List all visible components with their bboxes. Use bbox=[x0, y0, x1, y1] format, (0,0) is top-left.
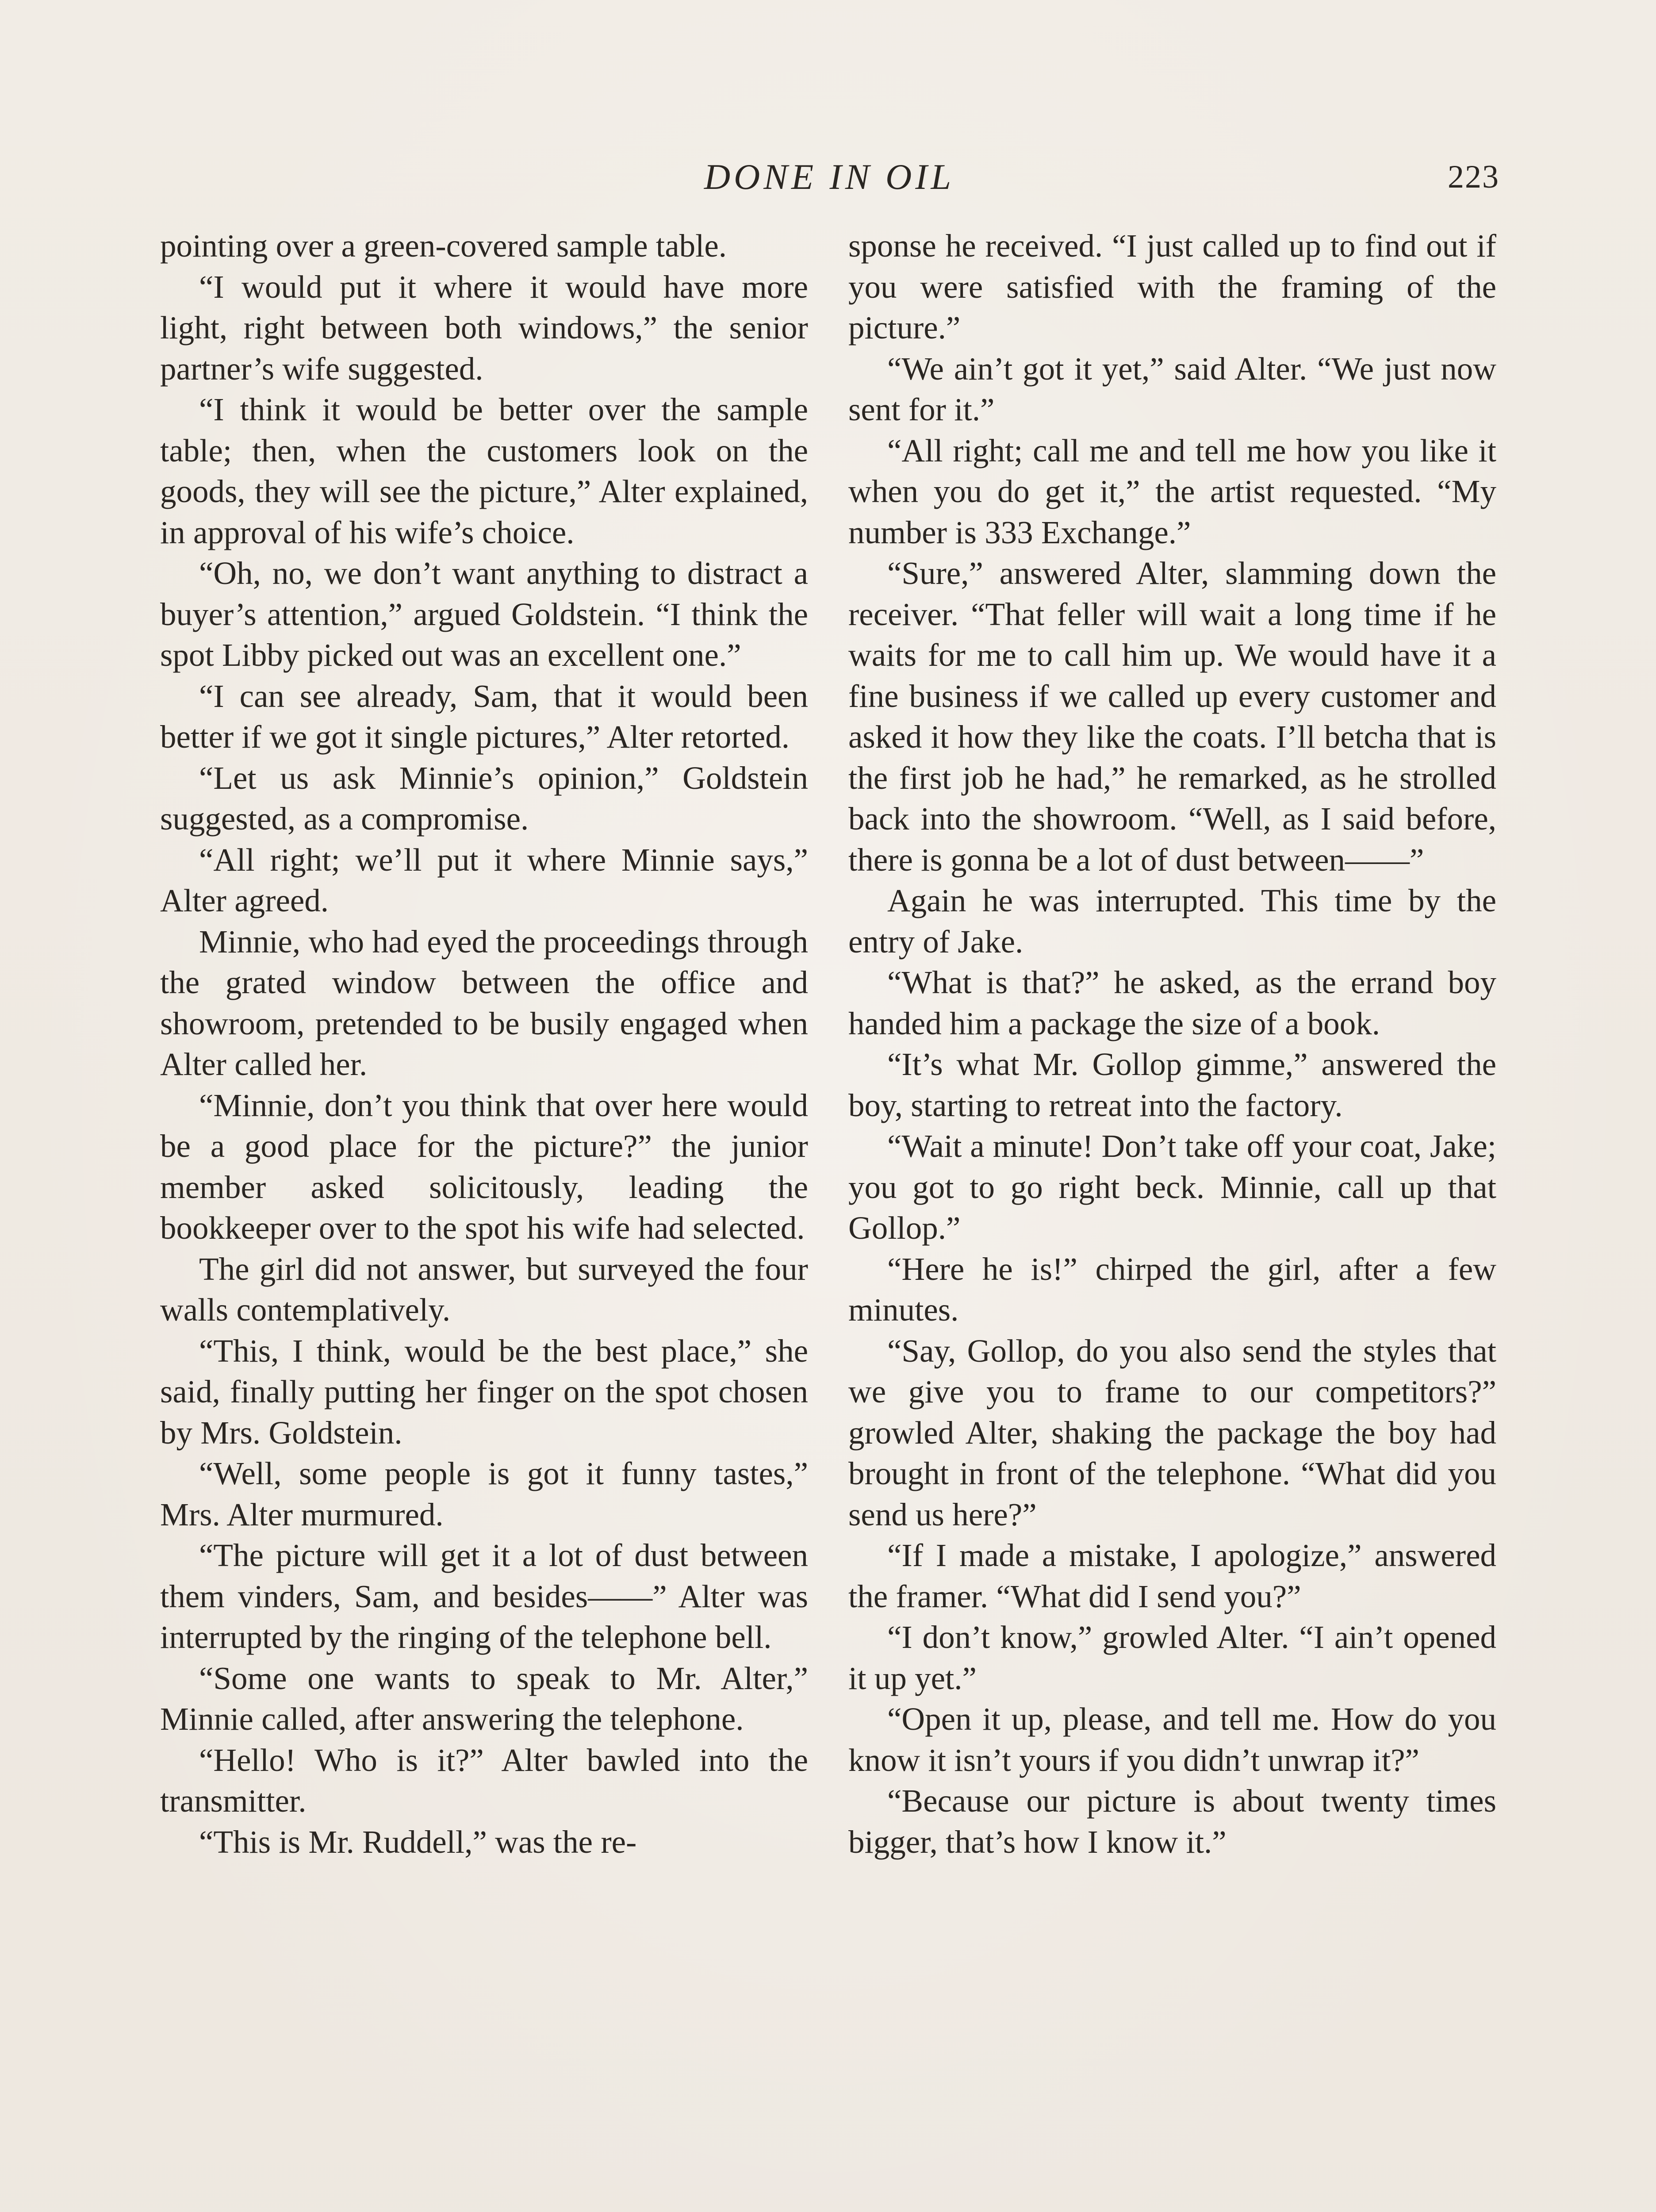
paragraph: “I can see already, Sam, that it would been better if we got it single pictures,” Alter retorted. bbox=[160, 678, 808, 755]
paragraph: The girl did not answer, but surveyed the four walls contemplatively. bbox=[160, 1251, 808, 1328]
paragraph: “Minnie, don’t you think that over here would be a good place for the picture?” the junior member asked solicitously, leading the bookkeeper over to the spot his wife had selected. bbox=[160, 1087, 808, 1246]
paragraph: “Oh, no, we don’t want anything to distract a buyer’s attention,” argued Goldstein. “I think the spot Libby picked out was an excellent one.” bbox=[160, 555, 808, 673]
paragraph: “What is that?” he asked, as the errand boy handed him a package the size of a book. bbox=[848, 964, 1496, 1041]
paragraph: sponse he received. “I just called up to find out if you were satisfied with the framing of the picture.” bbox=[848, 228, 1496, 346]
paragraph: “If I made a mistake, I apologize,” answered the framer. “What did I send you?” bbox=[848, 1537, 1496, 1614]
paragraph: Minnie, who had eyed the proceedings through the grated window between the office and showroom, pretended to be busily engaged when Alter called her. bbox=[160, 923, 808, 1082]
paragraph: “Some one wants to speak to Mr. Alter,” Minnie called, after answering the telephone. bbox=[160, 1660, 808, 1737]
paragraph: “All right; we’ll put it where Minnie says,” Alter agreed. bbox=[160, 841, 808, 918]
paragraph: “We ain’t got it yet,” said Alter. “We just now sent for it.” bbox=[848, 350, 1496, 427]
running-head: DONE IN OIL bbox=[704, 157, 955, 197]
paragraph: “It’s what Mr. Gollop gimme,” answered the boy, starting to retreat into the factory. bbox=[848, 1046, 1496, 1123]
paragraph: “I think it would be better over the sample table; then, when the customers look on the goods, they will see the picture,” Alter explained, in approval of his wife’s choice. bbox=[160, 392, 808, 550]
paragraph: “Hello! Who is it?” Alter bawled into the transmitter. bbox=[160, 1742, 808, 1819]
paragraph: “The picture will get it a lot of dust between them vinders, Sam, and besides——” Alter was interrupted by the ringing of the telephone bell. bbox=[160, 1537, 808, 1655]
paragraph: “Here he is!” chirped the girl, after a few minutes. bbox=[848, 1251, 1496, 1328]
paragraph: “Let us ask Minnie’s opinion,” Goldstein suggested, as a compromise. bbox=[160, 760, 808, 837]
page-header bbox=[159, 150, 1499, 204]
paragraph: “Sure,” answered Alter, slamming down the receiver. “That feller will wait a long time if he waits for me to call him up. We would have it a fine business if we called up every customer and asked it how they like the coats. I’ll betcha that is the first job he had,” he remarked, as he strolled back into the showroom. “Well, as I said before, there is gonna be a lot of dust between——” bbox=[848, 555, 1496, 878]
paragraph: “Say, Gollop, do you also send the styles that we give you to frame to our competitors?” growled Alter, shaking the package the boy had brought in front of the telephone. “What did you send us here?” bbox=[848, 1333, 1496, 1532]
paragraph: “Well, some people is got it funny tastes,” Mrs. Alter murmured. bbox=[160, 1455, 808, 1532]
paragraph: “This, I think, would be the best place,” she said, finally putting her finger on the spot chosen by Mrs. Goldstein. bbox=[160, 1333, 808, 1451]
paragraph: “I would put it where it would have more light, right between both windows,” the senior partner’s wife suggested. bbox=[160, 269, 808, 387]
paragraph: “Wait a minute! Don’t take off your coat, Jake; you got to go right beck. Minnie, call up that Gollop.” bbox=[848, 1128, 1496, 1246]
paragraph: “All right; call me and tell me how you like it when you do get it,” the artist requested. “My number is 333 Exchange.” bbox=[848, 432, 1496, 550]
paragraph: “This is Mr. Ruddell,” was the re- bbox=[199, 1824, 637, 1860]
paragraph: “Because our picture is about twenty times bigger, that’s how I know it.” bbox=[848, 1783, 1496, 1860]
paragraph: “Open it up, please, and tell me. How do you know it isn’t yours if you didn’t unwrap it?” bbox=[848, 1701, 1496, 1778]
page-number: 223 bbox=[1448, 159, 1499, 195]
paragraph: “I don’t know,” growled Alter. “I ain’t opened it up yet.” bbox=[848, 1619, 1496, 1696]
left-text-column bbox=[160, 226, 808, 1863]
paragraph: Again he was interrupted. This time by the entry of Jake. bbox=[848, 883, 1496, 960]
paragraph: pointing over a green-covered sample table. bbox=[160, 228, 727, 264]
right-text-column bbox=[848, 226, 1496, 1863]
